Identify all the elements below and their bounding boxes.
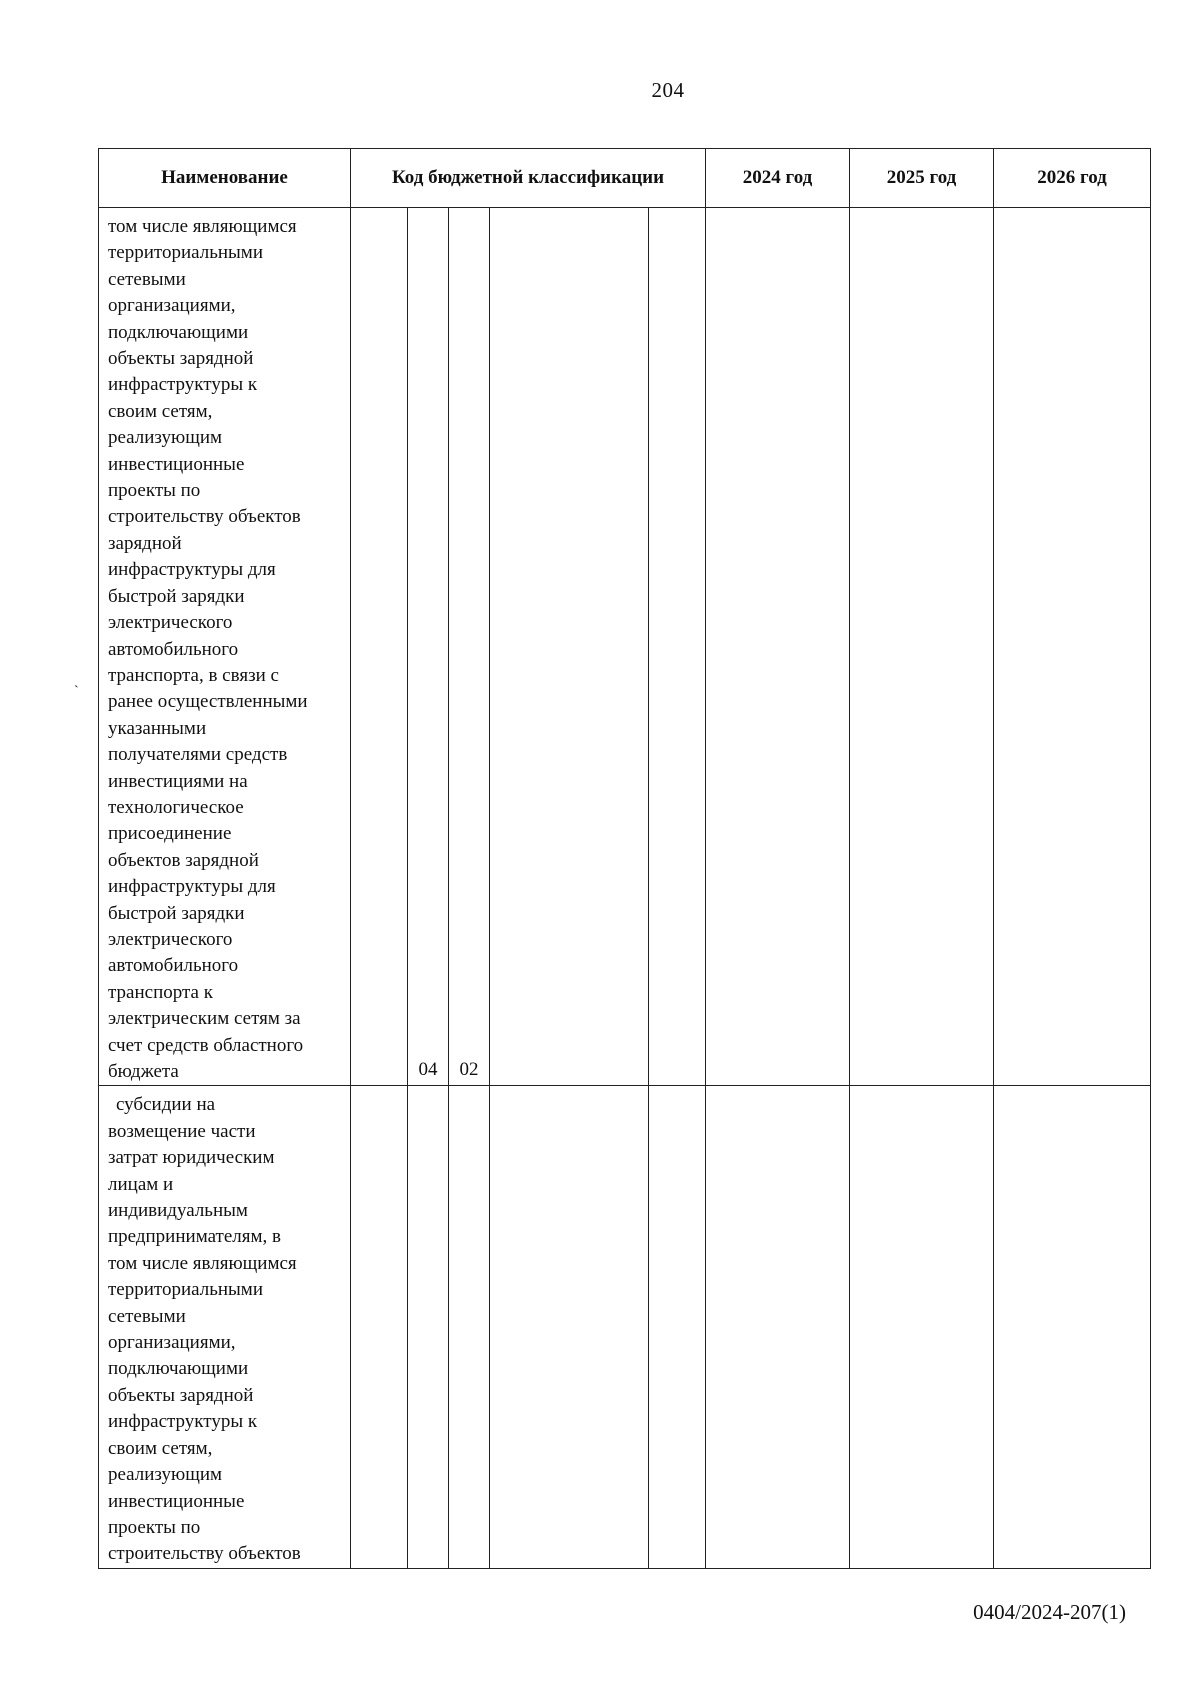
row-name-line: подключающими (108, 321, 249, 343)
row-name-line: строительству объектов (108, 506, 301, 528)
row-name-line: подключающими (108, 1358, 249, 1380)
row-name-line: своим сетям, (108, 400, 213, 422)
row-name-line: том числе являющимся (108, 216, 297, 237)
row-name-line: бюджета (108, 1061, 179, 1082)
amount-y2026-cell (994, 1086, 1151, 1568)
row-name-line: затрат юридическим (108, 1147, 275, 1169)
row-name-line: получателями средств (108, 744, 288, 766)
code-cell (649, 208, 706, 1086)
header-name: Наименование (99, 149, 351, 208)
row-name-line: электрического (108, 612, 233, 634)
code-cell: 04 (408, 208, 449, 1086)
row-name-line: индивидуальным (108, 1200, 248, 1222)
row-name-line: строительству объектов (108, 1543, 301, 1565)
row-name-line: указанными (108, 717, 207, 739)
amount-y2024-cell (706, 208, 850, 1086)
code-cell (649, 1086, 706, 1568)
row-name-cell (99, 1086, 351, 1568)
row-name-line: счет средств областного (108, 1034, 304, 1056)
row-name-cell (99, 208, 351, 1086)
row-name-line: инвестиционные (108, 453, 245, 475)
code-cell (449, 1086, 490, 1568)
table-body (99, 208, 1151, 1569)
table-row (99, 208, 1151, 1086)
amount-y2026-cell (994, 208, 1151, 1086)
row-name-line: возмещение части (108, 1120, 256, 1142)
code-cell: 02 (449, 208, 490, 1086)
row-name-line: проекты по (108, 480, 201, 502)
row-name-line: субсидии на (116, 1094, 216, 1116)
row-name-line: сетевыми (108, 1305, 186, 1327)
row-name-line: объекты зарядной (108, 1384, 254, 1406)
row-name-line: организациями, (108, 295, 236, 317)
row-name-line: организациями, (108, 1332, 236, 1354)
row-name-line: объектов зарядной (108, 849, 259, 871)
row-name-line: реализующим (108, 427, 223, 449)
header-2024: 2024 год (706, 149, 850, 208)
row-name-line: электрического (108, 928, 233, 950)
row-name-line: объекты зарядной (108, 348, 254, 370)
row-name-line: зарядной (108, 532, 182, 554)
row-name-line: территориальными (108, 242, 263, 264)
budget-table (98, 148, 1151, 1569)
header-2026: 2026 год (994, 149, 1151, 208)
row-name-line: инфраструктуры к (108, 1411, 258, 1433)
code-cell (490, 1086, 649, 1568)
row-name-line: проекты по (108, 1516, 201, 1538)
row-name-line: быстрой зарядки (108, 902, 245, 924)
row-name-line: инфраструктуры для (108, 559, 276, 581)
row-name-line: транспорта к (108, 981, 213, 1003)
code-cell (408, 1086, 449, 1568)
stray-mark: ` (74, 684, 79, 699)
row-name-line: ранее осуществленными (108, 691, 308, 713)
row-name-line: присоединение (108, 823, 232, 845)
row-name-line: инвестициями на (108, 770, 248, 792)
row-name-line: лицам и (108, 1173, 174, 1195)
row-name-line: инвестиционные (108, 1490, 245, 1512)
row-name-line: реализующим (108, 1464, 223, 1486)
row-name-line: автомобильного (108, 638, 239, 660)
table-row (99, 1086, 1151, 1568)
row-name-line: автомобильного (108, 955, 239, 977)
row-name-line: том числе являющимся (108, 1252, 297, 1274)
header-row (99, 149, 1151, 208)
page-number: 204 (651, 78, 685, 102)
amount-y2025-cell (850, 208, 994, 1086)
row-name-line: электрическим сетям за (108, 1008, 301, 1030)
code-cell (490, 208, 649, 1086)
row-name-line: инфраструктуры к (108, 374, 258, 396)
row-name-line: сетевыми (108, 268, 186, 290)
amount-y2024-cell (706, 1086, 850, 1568)
header-2025: 2025 год (850, 149, 994, 208)
amount-y2025-cell (850, 1086, 994, 1568)
row-name-line: инфраструктуры для (108, 876, 276, 898)
row-name-line: быстрой зарядки (108, 585, 245, 607)
header-code: Код бюджетной классификации (351, 149, 706, 208)
code-cell (351, 1086, 408, 1568)
document-code: 0404/2024-207(1) (973, 1600, 1126, 1624)
row-name-line: предпринимателям, в (108, 1226, 281, 1248)
row-name-line: территориальными (108, 1279, 263, 1301)
row-name-line: своим сетям, (108, 1437, 213, 1459)
code-cell (351, 208, 408, 1086)
row-name-line: транспорта, в связи с (108, 664, 279, 686)
row-name-line: технологическое (108, 796, 244, 818)
